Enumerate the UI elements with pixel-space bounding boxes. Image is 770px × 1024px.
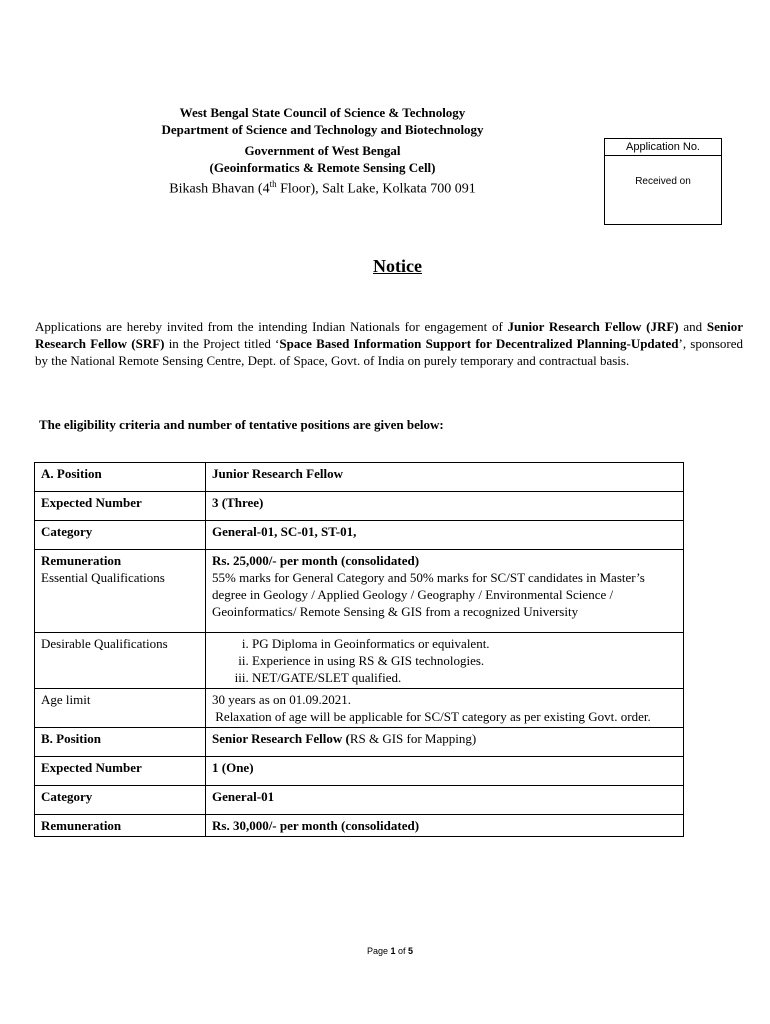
b-expected-label: Expected Number xyxy=(35,757,206,786)
a-category-label: Category xyxy=(35,521,206,550)
table-row xyxy=(35,786,684,815)
essential-value: 55% marks for General Category and 50% marks for SC/ST candidates in Master’s degree in Geology / Applied Geology / Geography / Environmental Science / Geoinformatics/ Remote Sensing & GIS from a recognized University xyxy=(212,570,645,619)
a-remuneration-value: Rs. 25,000/- per month (consolidated) xyxy=(212,553,420,568)
application-box xyxy=(604,138,722,225)
eligibility-table xyxy=(34,462,684,837)
a-expected-label: Expected Number xyxy=(35,492,206,521)
table-row xyxy=(35,689,684,728)
list-item: i. PG Diploma in Geoinformatics or equivalent. xyxy=(252,635,677,652)
department-name: Department of Science and Technology and Biotechnology xyxy=(161,122,484,137)
table-row xyxy=(35,728,684,757)
list-item: ii. Experience in using RS & GIS technologies. xyxy=(252,652,677,669)
age-label: Age limit xyxy=(35,689,206,728)
table-row xyxy=(35,463,684,492)
cell-name: (Geoinformatics & Remote Sensing Cell) xyxy=(209,160,436,175)
a-remuneration-label: Remuneration xyxy=(41,553,122,568)
b-position-label: B. Position xyxy=(35,728,206,757)
a-position-label: A. Position xyxy=(35,463,206,492)
eligibility-heading: The eligibility criteria and number of tentative positions are given below: xyxy=(39,417,444,432)
application-no-label: Application No. xyxy=(605,139,721,156)
b-category-value: General-01 xyxy=(206,786,684,815)
intro-paragraph: Applications are hereby invited from the intending Indian Nationals for engagement of Junior Research Fellow (JRF) and Senior Research Fellow (SRF) in the Project titled ‘Space Based Information Support for Decentralized Planning-Updated’, sponsored by the National Remote Sensing Centre, Dept. of Space, Govt. of India on purely temporary and contractual basis. xyxy=(35,319,744,368)
a-category-value: General-01, SC-01, ST-01, xyxy=(206,521,684,550)
age-value: 30 years as on 01.09.2021. Relaxation of age will be applicable for SC/ST category as per existing Govt. order. xyxy=(206,689,684,728)
org-header xyxy=(0,104,645,198)
desirable-list xyxy=(212,635,677,686)
b-category-label: Category xyxy=(35,786,206,815)
received-on-label: Received on xyxy=(635,176,691,187)
b-position-value: Senior Research Fellow (RS & GIS for Mapping) xyxy=(206,728,684,757)
council-name: West Bengal State Council of Science & Technology xyxy=(179,105,466,120)
a-expected-value: 3 (Three) xyxy=(206,492,684,521)
table-row xyxy=(35,815,684,837)
remuneration-essential-values xyxy=(206,550,684,633)
table-row xyxy=(35,521,684,550)
desirable-label: Desirable Qualifications xyxy=(35,633,206,689)
list-item: iii. NET/GATE/SLET qualified. xyxy=(252,669,677,686)
essential-label: Essential Qualifications xyxy=(41,570,165,585)
b-expected-value: 1 (One) xyxy=(206,757,684,786)
table-row xyxy=(35,550,684,633)
government-name: Government of West Bengal xyxy=(244,143,401,158)
b-remuneration-value: Rs. 30,000/- per month (consolidated) xyxy=(206,815,684,837)
table-row xyxy=(35,633,684,689)
a-position-value: Junior Research Fellow xyxy=(206,463,684,492)
remuneration-essential-labels xyxy=(35,550,206,633)
table-row xyxy=(35,757,684,786)
notice-title: Notice xyxy=(373,256,422,276)
b-remuneration-label: Remuneration xyxy=(35,815,206,837)
table-row xyxy=(35,492,684,521)
desirable-value xyxy=(206,633,684,689)
address: Bikash Bhavan (4th Floor), Salt Lake, Kolkata 700 091 xyxy=(169,179,476,197)
page-footer: Page 1 of 5 xyxy=(366,946,414,956)
